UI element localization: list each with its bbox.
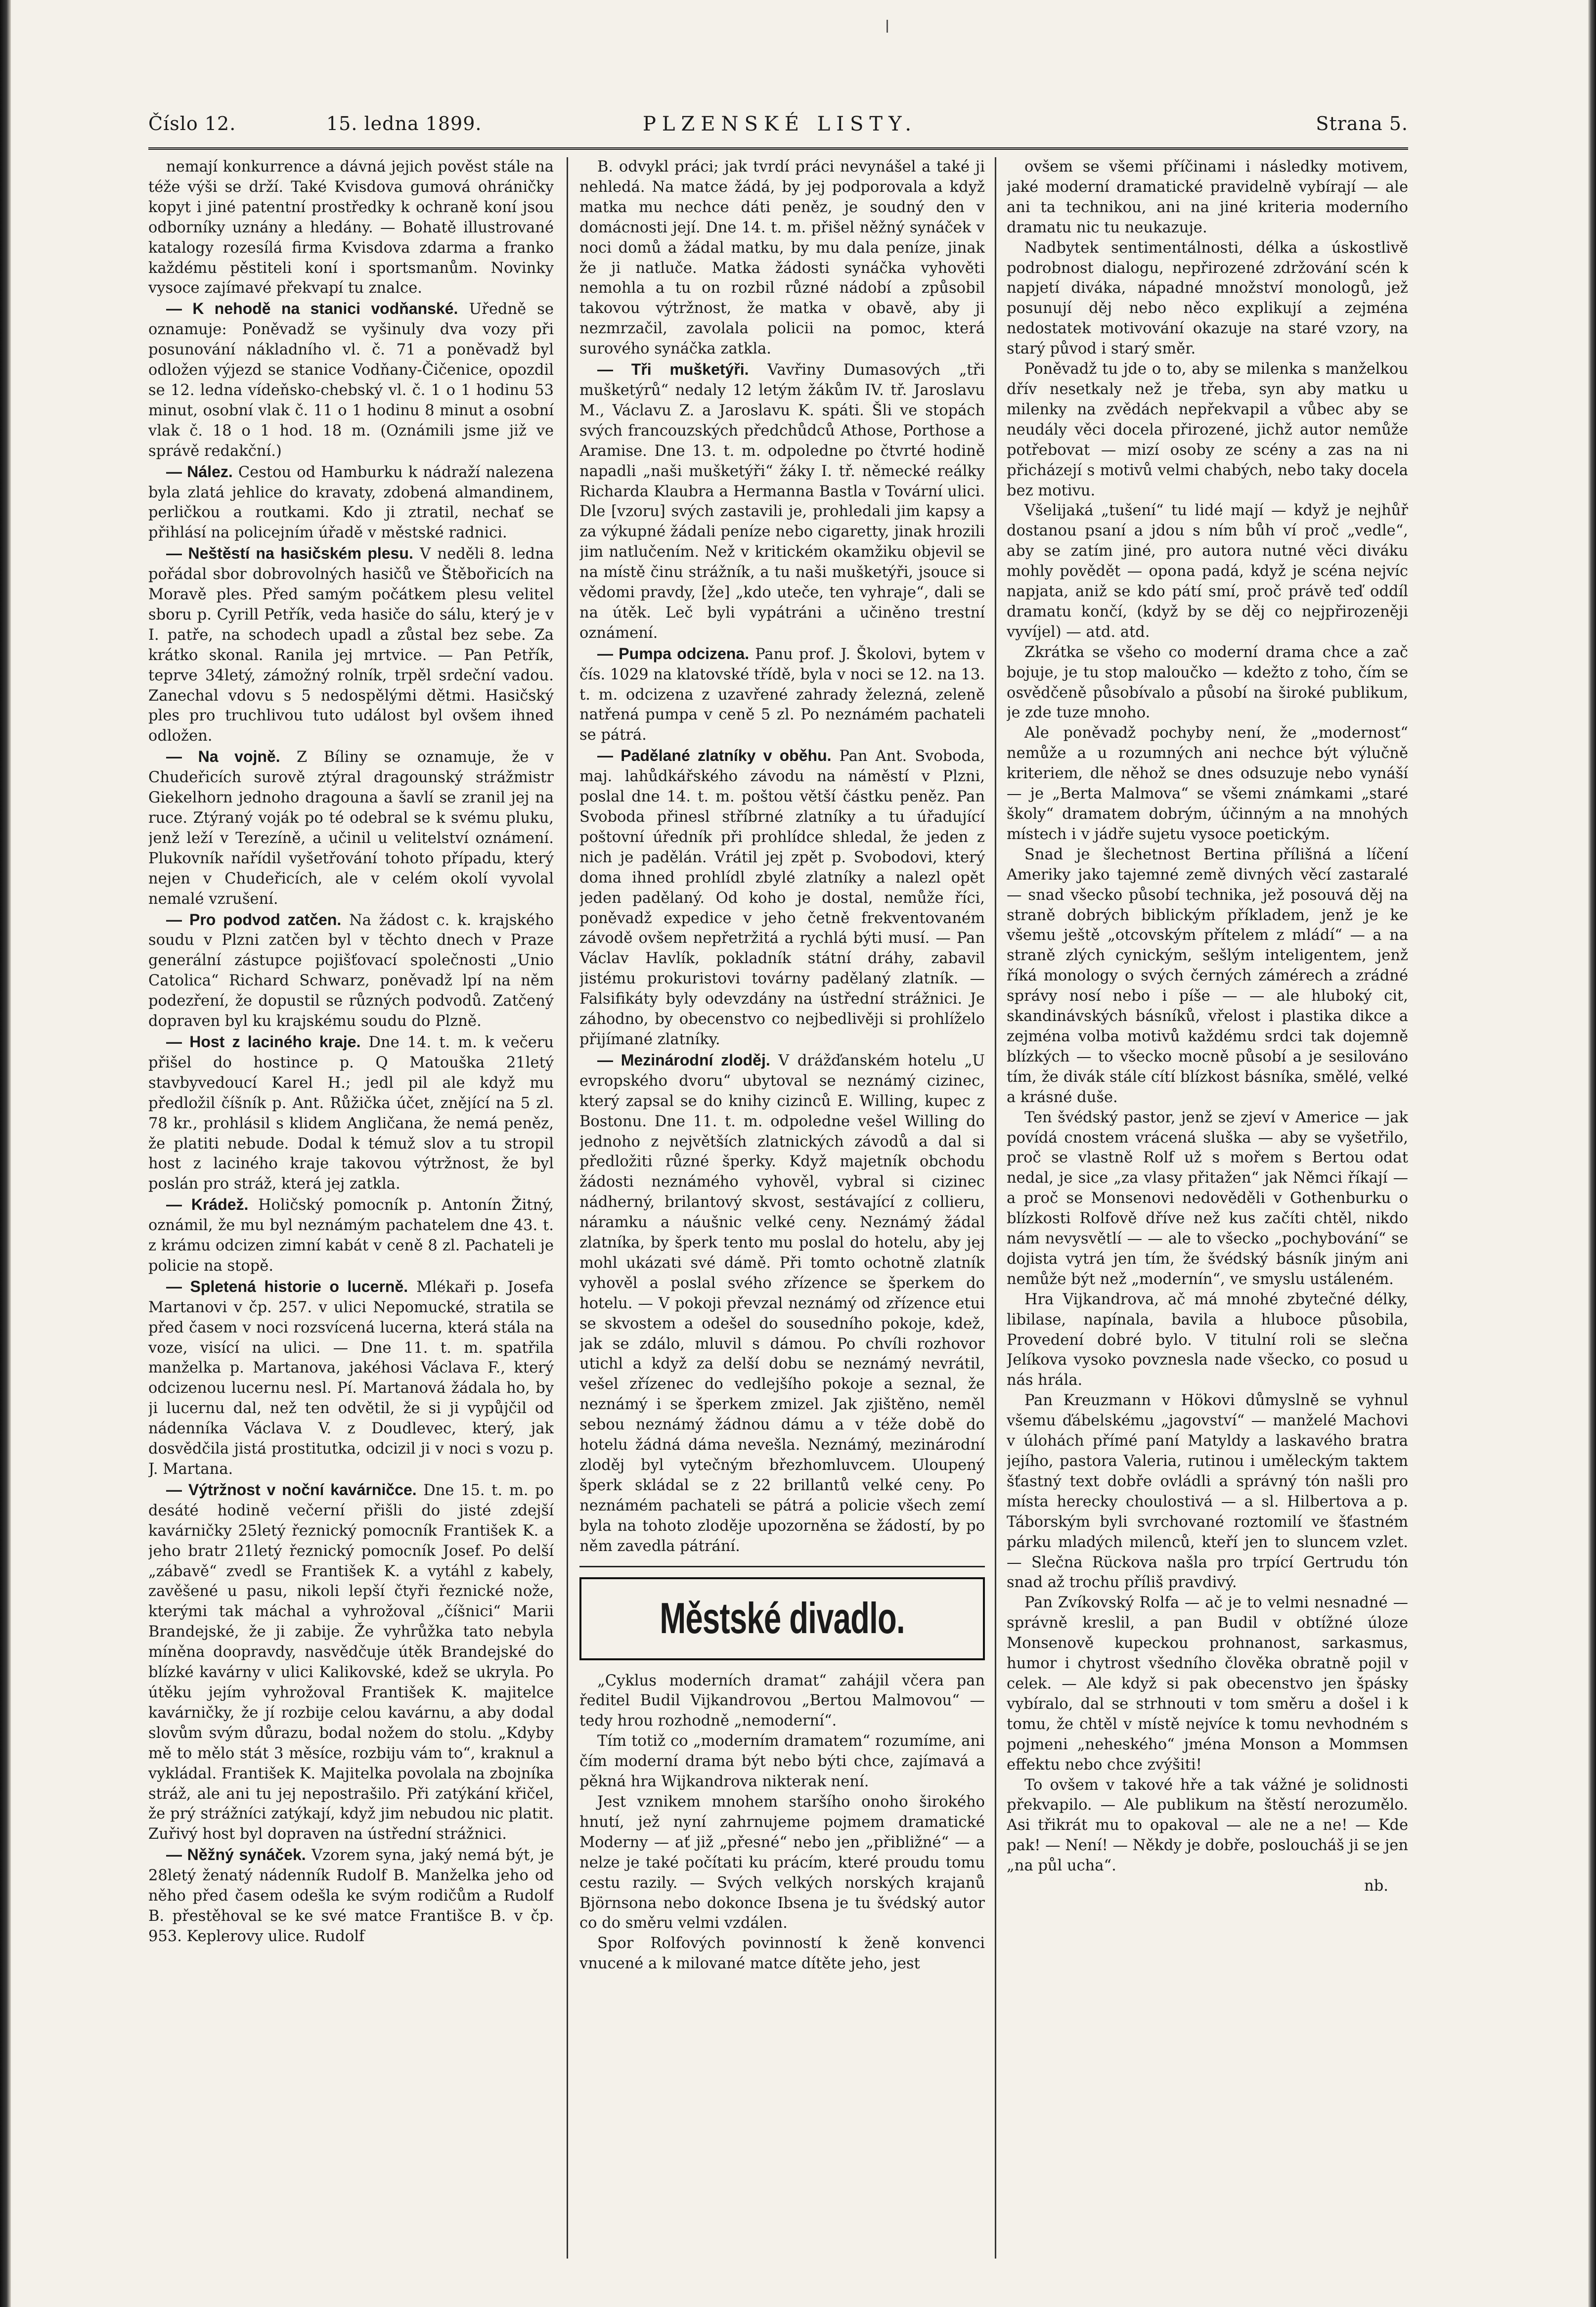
article-headline: — Host z laciného kraje.: [166, 1032, 361, 1051]
article-text: Vavřiny Dumasových „tři mušketýrů“ nedaly 12 letým žákům IV. tř. Jaroslavu M., Václavu Z. a Jaroslavu K. spáti. Šli ve stopách svých francouzských předchůdců Athose, Porthose a Aramise. Dne 13. t. m. odpoledne po čtvrté hodině napadli „naši mušketýři“ žáky I. tř. německé reálky Richarda Klaubra a Hermanna Bastla v Tovární ulici. Dle [vzoru] svých zastavili je, prohledali jim kapsy a za výkupné žádali peníze nebo cigaretty, jinak hrozili jim natlučením. Než v kritickém okamžiku objevil se na místě činu strážník, a tu naši mušketýři, jsouce si vědomi pravdy, [že] „kdo uteče, ten vyhraje“, dali se na útěk. Leč byli vypátráni a učiněno trestní oznámení.: [579, 361, 985, 642]
article-paragraph: [148, 1195, 554, 1277]
article-paragraph: [579, 1731, 985, 1792]
article-headline: — K nehodě na stanici vodňanské.: [166, 300, 458, 318]
article-paragraph: [1007, 845, 1408, 1108]
article-text: Z Bíliny se oznamuje, že v Chudeřicích surově ztýral dragounský strážmistr Giekelhorn jednoho dragouna a šavlí se zranil jej na ruce. Ztýraný voják po té odebral se k svému pluku, jenž leží v Terezíně, a učinil u velitelství oznámení. Plukovník nařídil vyšetřování tohoto případu, který nejen v Chudeřicích, ale v celém okolí vyvolal nemalé vzrušení.: [148, 749, 554, 908]
article-paragraph: [148, 1277, 554, 1480]
article-paragraph: [148, 747, 554, 909]
column-divider: [995, 157, 996, 2259]
article-text: Jest vznikem mnohem staršího onoho širokého hnutí, jež nyní zahrnujeme pojmem dramatické Moderny — ať již „přesné“ nebo jen „přibližné“ — a nelze je také počítati ku prácím, které proudu tomu cestu razily. — Svých velkých norských krajanů Björnsona nebo dokonce Ibsena je tu švédský autor co do směru velmi vzdálen.: [579, 1793, 985, 1932]
article-text: Pan Kreuzmann v Hökovi důmyslně se vyhnul všemu ďábelskému „jagovství“ — manželé Machovi v úlohách přímé paní Matyldy a laskavého bratra jejího, pastora Valeria, rutinou i uměleckým taktem šťastný text dobře ovládli a správný tón našli pro místa herecky choulostivá — a sl. Hilbertova a p. Táborským byli svrchované roztomilí ve šťastném párku mladých milenců, kteří jen to sluncem vzlet. — Slečna Rückova našla pro trpící Gertrudu tón snad až trochu příliš pravdivý.: [1007, 1392, 1408, 1592]
article-text: „Cyklus moderních dramat“ zahájil včera pan ředitel Budil Vijkandrovou „Bertou Malmovou“ — tedy hrou rozhodně „nemoderní“.: [579, 1672, 985, 1730]
article-text: Ten švédský pastor, jenž se zjeví v Americe — jak povídá cnostem vrácená sluška — aby se vyšetřilo, proč se vlastně Rolf už s mořem s Bertou odat nedal, je sice „za vlasy přitažen“ jak Němci říkají — a proč se Monsenovi nedověděli v Gothenburku o blízkosti Rolfově dříve než kus začíti chtěl, nikdo nám nevysvětlí — — ale to všecko „pochybování“ se dojista vytrá jen tím, že švédský básník jiným ani nemůže být než „modernín“, ve smyslu ustáleném.: [1007, 1109, 1408, 1288]
article-paragraph: [1007, 1391, 1408, 1593]
article-text: V neděli 8. ledna pořádal sbor dobrovolných hasičů ve Štěbořicích na Moravě ples. Před samým počátkem plesu velitel sboru p. Cyrill Petřík, veda hasiče do sálu, který je v I. patře, na schodech upadl a zůstal bez sebe. Za krátko skonal. Ranila jej mrtvice. — Pan Petřík, teprve 34letý, zámožný rolník, trpěl srdeční vadou. Zanechal vdovu s 5 nedospělými dětmi. Hasičský ples pro truchlivou tuto událost byl ovšem ihned odložen.: [148, 545, 554, 745]
article-paragraph: [579, 1671, 985, 1732]
article-paragraph: [1007, 501, 1408, 642]
page-number: Strana 5.: [1316, 113, 1408, 134]
article-headline: — Na vojně.: [166, 748, 280, 766]
article-paragraph: [1007, 238, 1408, 359]
article-text: Všelijaká „tušení“ tu lidé mají — když je nejhůř dostanou psaní a jdou s ním bůh ví proč „vedle“, aby se zatím jiné, pro autora nutné věci diváku mohly povědět — opona padá, když je scéna nejvíc napjata, aniž se kdo pátí smí, proč právě teď oddíl dramatu končí, (když by se děj co nejpřirozeněji vyvíjel) — atd. atd.: [1007, 502, 1408, 641]
theatre-section-box: [579, 1577, 985, 1660]
article-headline: — Padělané zlatníky v oběhu.: [597, 747, 832, 765]
article-paragraph: [148, 157, 554, 299]
column-1: [148, 157, 554, 2259]
article-text: Vzorem syna, jaký nemá být, je 28letý ženatý nádenník Rudolf B. Manželka jeho od něho před časem odešla ke svým rodičům a Rudolf B. přestěhoval se ke své matce Františce B. v čp. 953. Keplerovy ulice. Rudolf: [148, 1847, 554, 1945]
article-text: To ovšem v takové hře a tak vážné je solidnosti překvapilo. — Ale publikum na štěstí nerozumělo. Asi třikrát mu to opakoval — ale ne a ne! — Kde pak! — Není! — Někdy je dobře, posloucháš ji se jen „na půl ucha“.: [1007, 1776, 1408, 1875]
column-3: [1007, 157, 1408, 2259]
section-heading: Městské divadlo.: [660, 1594, 905, 1643]
article-paragraph: [148, 299, 554, 461]
article-text: Dne 14. t. m. k večeru přišel do hostince p. Q Matouška 21letý stavbyvedoucí Karel H.; jedl pil ale když mu předložil číšník p. Ant. Růžička účet, znějící na 5 zl. 78 kr., prohlásil s klidem Angličana, že nemá peněz, že platiti nebude. Dodal k témuž slov a tu stropil host z laciného kraje takovou výtržnost, že byl poslán pro stráž, která jej zatkla.: [148, 1033, 554, 1193]
article-paragraph: [579, 644, 985, 746]
article-text: Panu prof. J. Školovi, bytem v čís. 1029 na klatovské třídě, byla v noci se 12. na 13. t. m. odcizena z uzavřené zahrady železná, zeleně natřená pumpa v ceně 5 zl. Po neznámém pachateli se pátrá.: [579, 645, 985, 744]
article-text: Na žádost c. k. krajského soudu v Plzni zatčen byl v těchto dnech v Praze generální zástupce pojišťovací společnosti „Unio Catolica“ Richard Schwarz, poněvadž lpí na něm podezření, že dopustil se různých podvodů. Zatčený dopraven byl ku krajskému soudu do Plzně.: [148, 911, 554, 1030]
article-paragraph: [579, 1050, 985, 1557]
article-text: ovšem se všemi příčinami i následky motivem, jaké moderní dramatické pravidelně vybírají — ale ani ta technikou, ani na jiné kriteria moderního dramatu nic tu neukazuje.: [1007, 158, 1408, 236]
article-paragraph: [579, 746, 985, 1050]
article-paragraph: [579, 1934, 985, 1974]
article-paragraph: [1007, 1775, 1408, 1877]
article-paragraph: [1007, 157, 1408, 238]
article-text: Mlékaři p. Josefa Martanovi v čp. 257. v ulici Nepomucké, stratila se před časem v noci rozsvícená lucerna, která stála na voze, visící na ulici. — Dne 11. t. m. spatřila manželka p. Martanova, jakéhosi Václava F., který odcizenou lucernu nesl. Pí. Martanová žádala ho, by ji lucernu dal, než ten odvětil, že si ji vypůjčil od nádenníka Václava V. z Doudlevec, který, jak dosvědčila jistá prostitutka, odcizil ji v noci s vozu p. J. Martana.: [148, 1278, 554, 1478]
article-text: nemají konkurrence a dávná jejich pověst stále na téže výši se drží. Také Kvisdova gumová ohráničky kopyt i jiné patentní prostředky k ochraně koní jsou odborníky uznány a hledány. — Bohatě illustrované katalogy rozesílá firma Kvisdova zdarma a franko každému pěstiteli koní i sportsmanům. Novinky vysoce zajímavé překvapí tu znalce.: [148, 158, 554, 297]
article-headline: — Mezinárodní zloděj.: [597, 1051, 770, 1069]
article-headline: — Tři mušketýři.: [597, 360, 749, 379]
article-text: Poněvadž tu jde o to, aby se milenka s manželkou dřív nesetkaly než je třeba, syn aby matku u milenky na zvědách nepřekvapil a vůbec aby se neudály věci docela přirozené, jichž autor nemůže potřebovat — mizí osoby ze scény a zas na ni přicházejí s motivů velmi chabých, nebo taky docela bez motivu.: [1007, 360, 1408, 499]
article-paragraph: [579, 359, 985, 644]
author-signature: nb.: [1364, 1877, 1388, 1895]
article-text: Hra Vijkandrova, ač má mnohé zbytečné délky, libilase, napínala, bavila a hluboce působila, Provedení dobré bylo. V titulní roli se slečna Jelíkova vysoko povznesla nade všecko, co posud u nás hrála.: [1007, 1290, 1408, 1389]
article-headline: — Něžný synáček.: [166, 1846, 306, 1864]
article-text: Pan Zvíkovský Rolfa — ač je to velmi nesnadné — správně kreslil, a pan Budil v obtížné úloze Monsenově kupeckou prohnanost, sarkasmus, humor i chytrost všedního člověka obratně pojil v celek. — Ale když si pak obecenstvo jen špásky vybíralo, dal se strhnouti v tom směru a došel i k tomu, že chtěl v místě nejvíce k tomu nevhodném s pojmeni „neheského“ jména Monson a Mommsen effektu nebo chce zvýšiti!: [1007, 1594, 1408, 1774]
article-text: B. odvykl práci; jak tvrdí práci nevynášel a také ji nehledá. Na matce žádá, by jej podporovala a když matka mu nechce dáti peněz, je soudný den v domácnosti její. Dne 14. t. m. přišel něžný synáček v noci domů a žádal matku, by mu dala peníze, jinak že ji natluče. Matka žádosti synáčka vyhověti nemohla a tu on rozbil různé nádobí a způsobil takovou výtržnost, že matka v obavě, aby ji nezmrzačil, zavolala policii na pomoc, která surového synáčka zatkla.: [579, 158, 985, 358]
article-paragraph: [1007, 1593, 1408, 1775]
article-headline: — Neštěstí na hasičském plesu.: [166, 544, 413, 563]
article-paragraph: [148, 1480, 554, 1845]
column-divider: [567, 157, 568, 2259]
article-text: Uředně se oznamuje: Poněvadž se vyšinuly dva vozy při posunování nákladního vl. č. 71 a poněvadž byl odložen výjezd se stanice Vodňany-Čičenice, opozdil se 12. ledna vídeňsko-chebský vl. č. 1 o 1 hodinu 53 minut, osobní vlak č. 11 o 1 hodinu 8 minut a osobní vlak č. 18 o 1 hod. 18 m. (Oznámili jsme již ve správě redakční.): [148, 301, 554, 460]
issue-date: 15. ledna 1899.: [326, 113, 482, 134]
article-paragraph: [1007, 723, 1408, 844]
section-rule: [579, 1566, 985, 1567]
article-paragraph: [148, 1032, 554, 1195]
article-text: Holičský pomocník p. Antonín Žitný, oznámil, že mu byl neznámým pachatelem dne 43. t. z krámu odcizen zimní kabát v ceně 8 zl. Pachateli je policie na stopě.: [148, 1197, 554, 1275]
article-text: Pan Ant. Svoboda, maj. lahůdkářského závodu na náměstí v Plzni, poslal dne 14. t. m. poštou větší částku peněz. Pan Svoboda přinesl stříbrné zlatníky a tu úřadující poštovní úředník při prohlídce shledal, že jeden z nich je padělán. Vrátil jej zpět p. Svobodovi, který doma ihned prohlídl zbylé zlatníky a nalezl opět jeden padělaný. Od koho je dostal, nemůže říci, poněvadž expedice v jeho četně frekventovaném závodě ovšem nepřetržitá a rychlá býti musí. — Pan Václav Havlík, pokladník státní dráhy, zabavil jistému prokuristovi továrny padělaný zlatník. — Falsifikáty byly odevzdány na ústřední strážnici. Je záhodno, by obecenstvo co nejbedlivěji si prohlíželo přijímané zlatníky.: [579, 748, 985, 1048]
article-text: Spor Rolfových povinností k ženě konvenci vnucené a k milované matce dítěte jeho, jest: [579, 1935, 985, 1973]
column-2: [579, 157, 985, 2259]
issue-number: Číslo 12.: [148, 113, 236, 134]
article-text: Snad je šlechetnost Bertina přílišná a líčení Ameriky jako tajemné země divných věcí zastaralé — snad všecko působí technika, jež posouvá děj na straně dobrých biblickým příkladem, jenž je ke všemu ještě „otcovským přítelem z mládí“ — a na straně zlých cynickým, sešlým inteligentem, jenž říká monology o svých černých zámérech a zrádné správy nosí nebo i píše — — ale hluboký cit, skandinávských básníků, vřelost i plastika dikce a zejména volba motivů každému srdci tak dojemně blízkých — to všecko mocně působí a je sesilováno tím, že divák stále cítí blízkost básníka, smělé, velké a krásné duše.: [1007, 845, 1408, 1106]
article-headline: — Spletená historie o lucerně.: [166, 1277, 408, 1295]
article-paragraph: [579, 157, 985, 359]
article-paragraph: [1007, 359, 1408, 501]
article-text: Dne 15. t. m. po desáté hodině večerní přišli do jisté zdejší kavárničky 25letý řeznický pomocník František K. a jeho bratr 21letý řeznický pomocník Josef. Po delší „zábavě“ zvedl se František K. a vytáhl z kabely, zavěšené u pasu, nikoli lepší čtyři řeznické nože, kterými tak máchal a vyhrožoval „číšnici“ Marii Brandejské, že ji zabije. Že vyhrůžka tato nebyla míněna doopravdy, nasvědčuje útěk Brandejské do blízké kavárny v ulici Kalikovské, kdež se ukryla. Po útěku jejím vyhrožoval František K. majitelce kavárničky, že jí rozbije celou kavárnu, a aby dodal slovům svým důrazu, bodal nožem do stolu. „Kdyby mě to mělo stát 3 měsíce, rozbiju vám to“, kraknul a vykládal. František K. Majitelka povolala na zbojníka stráž, ale ani tu jej nepostrašilo. Při zatýkání křičel, že prý strážníci zatýkají, když jim nebudou nic platit. Zuřivý host byl dopraven na ústřední strážnici.: [148, 1481, 554, 1843]
article-paragraph: [1007, 1108, 1408, 1290]
newspaper-title: PLZENSKÉ LISTY.: [643, 113, 918, 135]
article-paragraph: [148, 1845, 554, 1947]
article-paragraph: [1007, 1290, 1408, 1391]
scan-mark: [887, 20, 888, 33]
article-text: Nadbytek sentimentálnosti, délka a úskostlivě podrobnost dialogu, nepřirozené zdržování scén k napjetí diváka, nápadné množství monologů, jež posunují děj nebo něco explikují a zejména nedostatek motivování okazuje na staré vzory, na starý původ i starý směr.: [1007, 239, 1408, 358]
scan-right-edge: [1588, 0, 1596, 2307]
article-headline: — Pro podvod zatčen.: [166, 910, 342, 929]
article-paragraph: [148, 462, 554, 544]
article-paragraph: [579, 1792, 985, 1934]
article-text: V drážďanském hotelu „U evropského dvoru“ ubytoval se neznámý cizinec, který zapsal se do knihy cizinců E. Willing, kupec z Bostonu. Dne 11. t. m. odpoledne vešel Willing do jednoho z největších zlatnických závodů a dal si předložiti různé šperky. Když majetník obchodu žádosti neznámého vyhověl, vybral si cizinec nádherný, brilantový skvost, sestávající z collieru, náramku a náušnic velké ceny. Neznámý žádal zlatníka, by šperk tento mu poslal do hotelu, aby jej mohl ukázati své dámě. Při tomto ochotně zlatník vyhověl a poslal svého zřízence se šperkem do hotelu. — V pokoji převzal neznámý od zřízence etui se skvostem a odešel do sousedního pokoje, kdež, jak se zdálo, mluvil s dámou. Po chvíli rozhovor utichl a když za delší dobu se neznámý nevrátil, vešel zřízenec do vedlejšího pokoje a seznal, že neznámý i se šperkem zmizel. Jak zjištěno, neměl sebou neznámý žádnou dámu a v téže době do hotelu žádná dáma nevešla. Neznámý, mezinárodní zloděj byl vytečným březhomluvcem. Uloupený šperk skládal se z 22 brillantů velké ceny. Po neznámém pachateli se pátrá a policie všech zemí byla na tohoto zloděje upozorněna se žádostí, by po něm zavedla pátrání.: [579, 1052, 985, 1555]
article-text: Tím totiž co „moderním dramatem“ rozumíme, ani čím moderní drama být nebo býti chce, zajímavá a pěkná hra Wijkandrova nikterak není.: [579, 1732, 985, 1791]
article-text: Zkrátka se všeho co moderní drama chce a zač bojuje, je tu stop maloučko — kdežto z toho, čím se osvědčeně působívalo a působí na široké publikum, je zde tuze mnoho.: [1007, 643, 1408, 722]
header-rule: [148, 147, 1408, 150]
article-headline: — Výtržnost v noční kavárničce.: [166, 1480, 417, 1499]
article-paragraph: [1007, 643, 1408, 724]
article-text: Cestou od Hamburku k nádraží nalezena byla zlatá jehlice do kravaty, zdobená almandinem, perličkou a routkami. Kdo ji ztratil, nechať se přihlásí na policejním úřadě v městské radnici.: [148, 463, 554, 542]
article-headline: — Nález.: [166, 462, 233, 481]
scan-binding-edge: [0, 0, 11, 2307]
article-headline: — Krádež.: [166, 1196, 249, 1214]
article-text: Ale poněvadž pochyby není, že „modernost“ nemůže a u rozumných ani nechce být výlučně kriteriem, dle něhož se dnes odsuzuje nebo vynáší — je „Berta Malmova“ se všemi známkami „staré školy“ dramatem dobrým, účinným a na mnohých místech i v jádře sujetu vysoce poetickým.: [1007, 724, 1408, 843]
article-paragraph: [148, 910, 554, 1032]
article-headline: — Pumpa odcizena.: [597, 644, 750, 663]
page-header: [148, 113, 1408, 140]
article-paragraph: [148, 543, 554, 747]
